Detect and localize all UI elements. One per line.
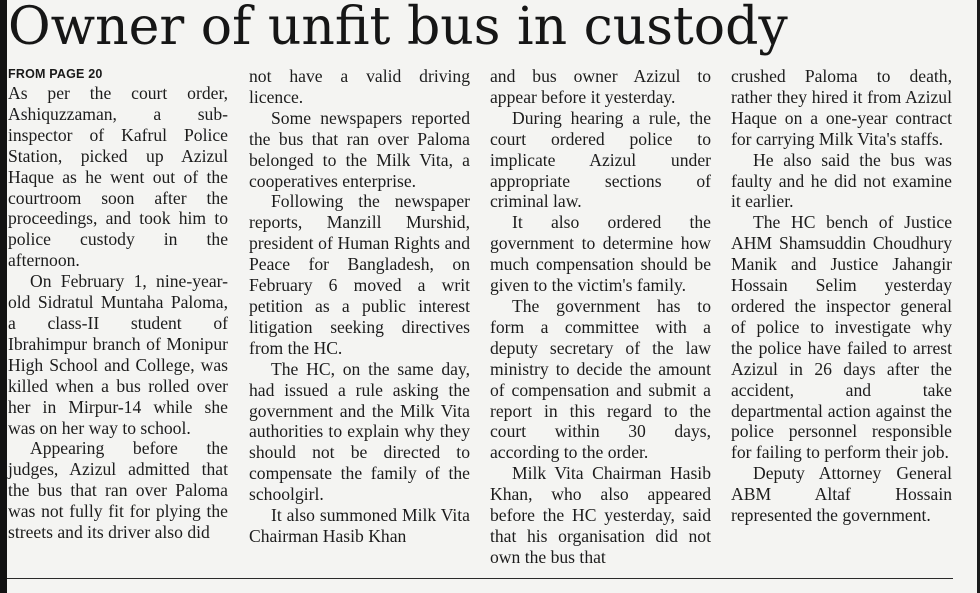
paragraph: and bus owner Azizul to appear before it yesterday. xyxy=(490,66,711,107)
paragraph: It also ordered the government to determine how much compensation should be given to the victim's family. xyxy=(490,212,711,296)
paragraph: Appearing before the judges, Azizul admitted that the bus that ran over Paloma was not fully fit for plying the streets and its driver also did xyxy=(8,438,228,543)
bottom-divider xyxy=(7,578,953,579)
article-column-2 xyxy=(249,66,470,547)
paragraph: It also summoned Milk Vita Chairman Hasib Khan xyxy=(249,505,470,546)
paragraph: He also said the bus was faulty and he did not examine it earlier. xyxy=(731,149,952,212)
paragraph: not have a valid driving licence. xyxy=(249,66,470,107)
article-column-1 xyxy=(8,66,228,543)
paragraph: During hearing a rule, the court ordered police to implicate Azizul under appropriate sections of criminal law. xyxy=(490,107,711,212)
left-border-rule xyxy=(0,0,7,593)
paragraph: Deputy Attorney General ABM Altaf Hossain represented the government. xyxy=(731,463,952,526)
jump-line: FROM PAGE 20 xyxy=(8,67,103,81)
article-column-4 xyxy=(731,66,952,526)
paragraph: Some newspapers reported the bus that ran over Paloma belonged to the Milk Vita, a cooperatives enterprise. xyxy=(249,107,470,191)
paragraph: Milk Vita Chairman Hasib Khan, who also appeared before the HC yesterday, said that his organisation did not own the bus that xyxy=(490,463,711,567)
paragraph: crushed Paloma to death, rather they hired it from Azizul Haque on a one-year contract for carrying Milk Vita's staffs. xyxy=(731,66,952,149)
article-column-3 xyxy=(490,66,711,568)
paragraph: Following the newspaper reports, Manzill Murshid, president of Human Rights and Peace for Bangladesh, on February 6 moved a writ petition as a public interest litigation seeking directives from the HC. xyxy=(249,191,470,358)
paragraph: On February 1, nine-year-old Sidratul Muntaha Paloma, a class-II student of Ibrahimpur branch of Monipur High School and College, was killed when a bus rolled over her in Mirpur-14 while she was on her way to school. xyxy=(8,271,228,438)
paragraph: The HC, on the same day, had issued a rule asking the government and the Milk Vita authorities to explain why they should not be directed to compensate the family of the schoolgirl. xyxy=(249,358,470,505)
paragraph: The government has to form a committee with a deputy secretary of the law ministry to decide the amount of compensation and submit a report in this regard to the court within 30 days, according to the order. xyxy=(490,295,711,463)
headline: Owner of unfit bus in custody xyxy=(8,0,788,57)
paragraph: The HC bench of Justice AHM Shamsuddin Choudhury Manik and Justice Jahangir Hossain Selim yesterday ordered the inspector general of police to investigate why the police have failed to arrest Azizul in 26 days after the accident, and take departmental action against the police personnel responsible for failing to perform their job. xyxy=(731,212,952,463)
paragraph: As per the court order, Ashiquzzaman, a sub-inspector of Kafrul Police Station, picked up Azizul Haque as he went out of the courtroom soon after the proceedings, and took him to police custody in the afternoon. xyxy=(8,83,228,271)
